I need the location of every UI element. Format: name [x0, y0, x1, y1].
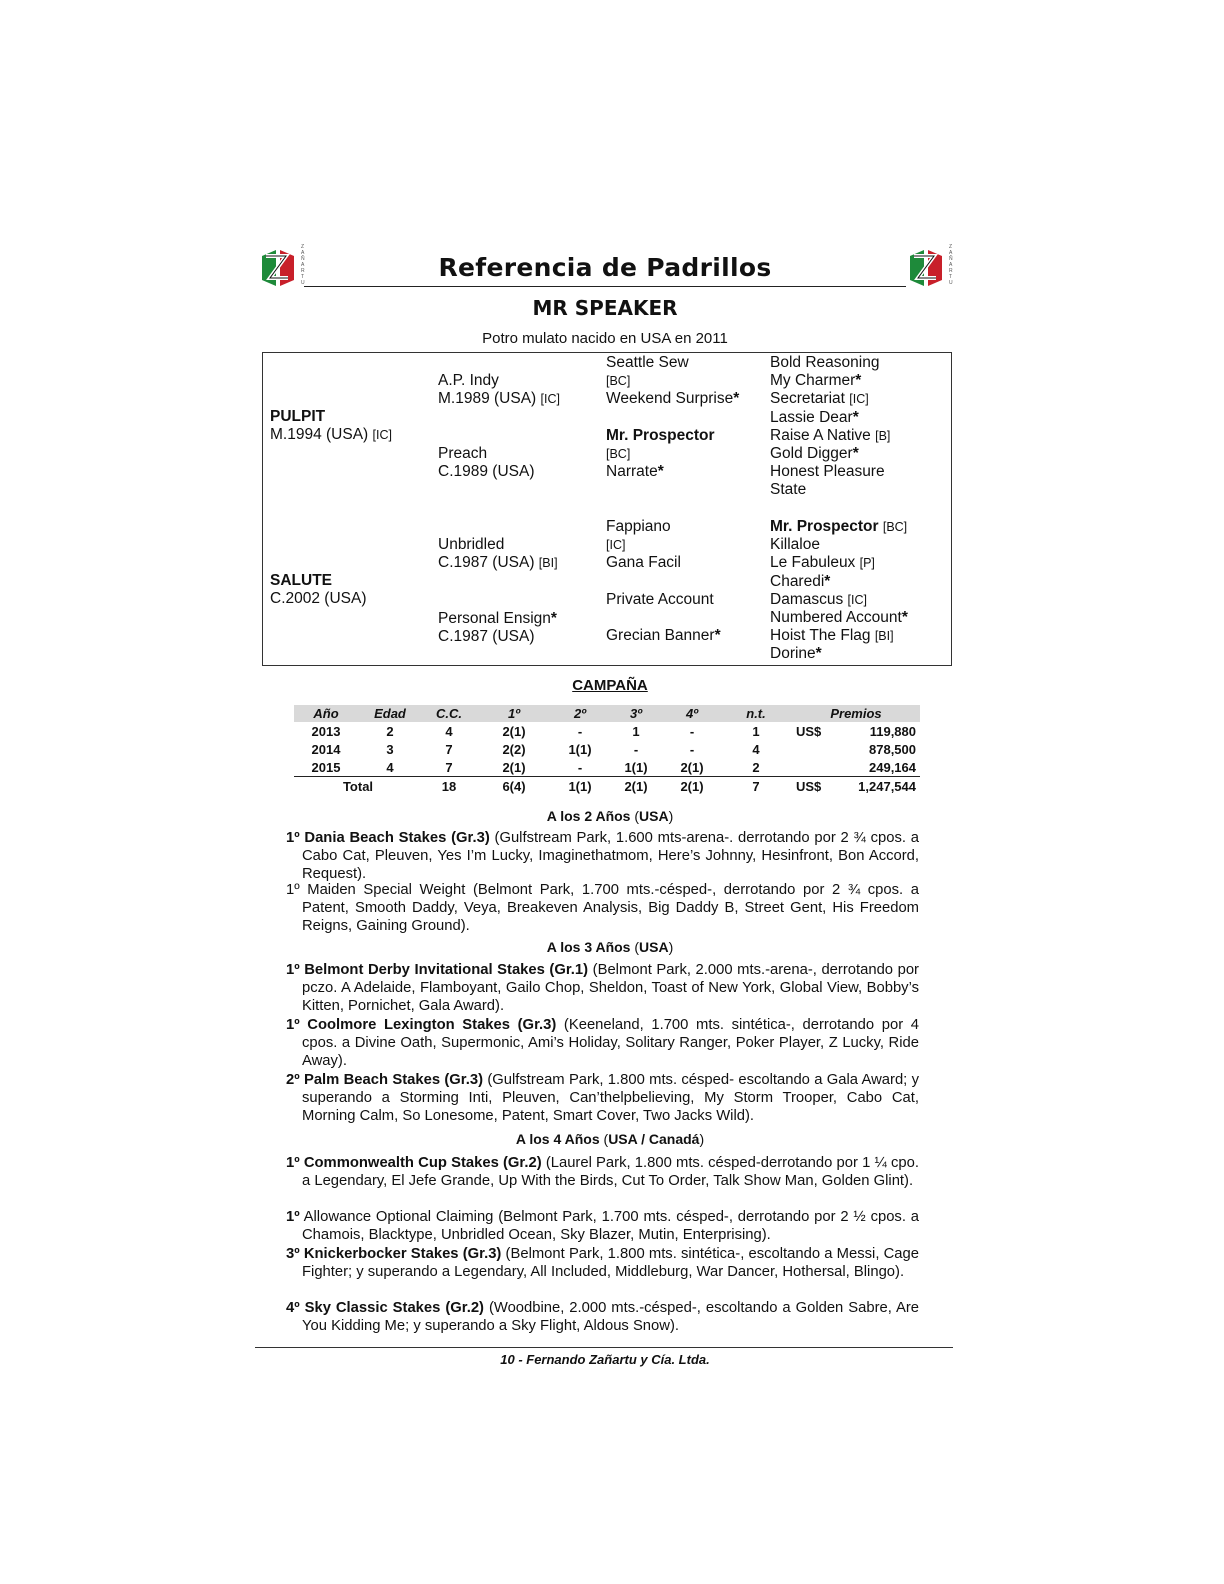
- race-entry: 1º Commonwealth Cup Stakes (Gr.2) (Laurel Park, 1.800 mts. césped-derrotando por 1 ¼ cpo. a Legendary, El Jefe Grande, Up With the Birds, Cut To Order, Talk Show Man, Golden Glint).: [286, 1155, 919, 1190]
- table-row: 2015 4 7 2(1) - 1(1) 2(1) 2 249,164: [311, 759, 916, 775]
- campaign-header-row: [294, 705, 920, 722]
- page-footer: 10 - Fernando Zañartu y Cía. Ltda.: [500, 1352, 710, 1367]
- pedigree-gen4-column: Bold Reasoning My Charmer* Secretariat [IC] Lassie Dear* Raise A Native [B] Gold Digger* Honest Pleasure State: [770, 354, 891, 499]
- table-total-row: Total 18 6(4) 1(1) 2(1) 2(1) 7 US$ 1,247,544: [294, 777, 920, 796]
- pedigree-gen2-item: Preach C.1989 (USA): [438, 445, 535, 481]
- zl-logo-icon: [906, 246, 946, 290]
- pedigree-gen3-item: Gana Facil: [606, 554, 681, 571]
- table-row: 2013 2 4 2(1) - 1 - 1 US$ 119,880: [311, 723, 916, 739]
- race-entry: 1º Allowance Optional Claiming (Belmont Park, 1.700 mts. césped-, derrotando por 2 ½ cpos. a Chamois, Blacktype, Unbridled Ocean, Sky Blazer, Mutin, Enterprising).: [286, 1209, 919, 1244]
- race-entry: 1º Belmont Derby Invitational Stakes (Gr.1) (Belmont Park, 2.000 mts.-arena-, derrotando por pczo. A Adelaide, Flamboyant, Gailo Chop, Sheldon, Toast of New York, Global View, Bobby’s Kitten, Pornichet, Gala Award).: [286, 962, 919, 1015]
- pedigree-gen2-item: Unbridled C.1987 (USA) [BI]: [438, 536, 558, 572]
- horse-name: MR SPEAKER: [532, 296, 678, 320]
- col-header: 2º: [552, 705, 608, 722]
- campaign-table: [294, 705, 920, 795]
- col-header: Año: [294, 705, 358, 722]
- pedigree-gen3-item: Narrate*: [606, 463, 664, 480]
- pedigree-gen3-item: Seattle Sew [BC]: [606, 354, 689, 389]
- race-entry: 1º Dania Beach Stakes (Gr.3) (Gulfstream Park, 1.600 mts-arena-. derrotando por 2 ¾ cpos. a Cabo Cat, Pleuven, Yes I’m Lucky, Imaginethatmom, Here’s Johnny, Hesinfront, Bon Accord, Request).: [286, 830, 919, 883]
- pedigree-gen3-item: Private Account: [606, 591, 714, 608]
- col-header: 1º: [476, 705, 552, 722]
- race-entry: 1º Coolmore Lexington Stakes (Gr.3) (Keeneland, 1.700 mts. sintética-, derrotando por 4 cpos. a Divine Oath, Supermonic, Ami’s Holiday, Solitary Ranger, Poker Player, Z Lucky, Ride Away).: [286, 1017, 920, 1070]
- col-header: 4º: [664, 705, 720, 722]
- campaign-title: CAMPAÑA: [572, 677, 648, 694]
- header-rule: [304, 286, 906, 287]
- document-title: Referencia de Padrillos: [438, 253, 772, 282]
- pedigree-gen3-item: Grecian Banner*: [606, 627, 721, 644]
- logo-right: [906, 244, 956, 292]
- zl-logo-icon: [258, 246, 298, 290]
- section-heading: A los 3 Años (USA): [546, 939, 674, 955]
- section-heading: A los 2 Años (USA): [546, 808, 674, 824]
- footer-rule: [255, 1347, 953, 1348]
- section-heading: A los 4 Años (USA / Canadá): [515, 1131, 705, 1147]
- pedigree-gen2-item: Personal Ensign* C.1987 (USA): [438, 610, 557, 646]
- pedigree-gen3-item: Fappiano [IC]: [606, 518, 671, 553]
- race-entry: 3º Knickerbocker Stakes (Gr.3) (Belmont Park, 1.800 mts. sintética-, escoltando a Messi, Cage Fighter; y superando a Legendary, All Included, Middleburg, War Dancer, Hothersal, Blingo).: [286, 1246, 919, 1281]
- pedigree-gen2-item: A.P. Indy M.1989 (USA) [IC]: [438, 372, 560, 408]
- race-entry: 1º Maiden Special Weight (Belmont Park, 1.700 mts.-césped-, derrotando por 2 ¾ cpos. a Patent, Smooth Daddy, Veya, Breakeven Analysis, Big Daddy B, Street Gent, His Freedom Reigns, Gaining Ground).: [286, 882, 919, 935]
- horse-subtitle: Potro mulato nacido en USA en 2011: [482, 330, 728, 347]
- logo-side-text: ZAÑARTU: [949, 244, 953, 286]
- col-header: 3º: [608, 705, 664, 722]
- col-header: Edad: [358, 705, 422, 722]
- pedigree-sire: PULPIT M.1994 (USA) [IC]: [270, 408, 392, 444]
- col-header: n.t.: [720, 705, 792, 722]
- col-header: Premios: [792, 705, 920, 722]
- pedigree-gen3-item: Mr. Prospector [BC]: [606, 427, 715, 462]
- race-entry: 4º Sky Classic Stakes (Gr.2) (Woodbine, 2.000 mts.-césped-, escoltando a Golden Sabre, Are You Kidding Me; y superando a Sky Flight, Aldous Snow).: [286, 1300, 920, 1335]
- pedigree-dam: SALUTE C.2002 (USA): [270, 572, 367, 608]
- col-header: C.C.: [422, 705, 476, 722]
- pedigree-gen4-column: Mr. Prospector [BC] Killaloe Le Fabuleux [P] Charedi* Damascus [IC] Numbered Account* Hoist The Flag [BI] Dorine*: [770, 518, 908, 663]
- pedigree-gen3-item: Weekend Surprise*: [606, 390, 740, 407]
- table-row: 2014 3 7 2(2) 1(1) - - 4 878,500: [311, 741, 916, 757]
- logo-side-text: ZAÑARTU: [301, 244, 305, 286]
- race-entry: 2º Palm Beach Stakes (Gr.3) (Gulfstream Park, 1.800 mts. césped- escoltando a Gala Award; y superando a Storming Inti, Pleuven, Can’thelpbelieving, My Storm Trooper, Cabo Cat, Morning Calm, So Lonesome, Patent, Smart Cover, Two Jacks Wild).: [286, 1072, 920, 1125]
